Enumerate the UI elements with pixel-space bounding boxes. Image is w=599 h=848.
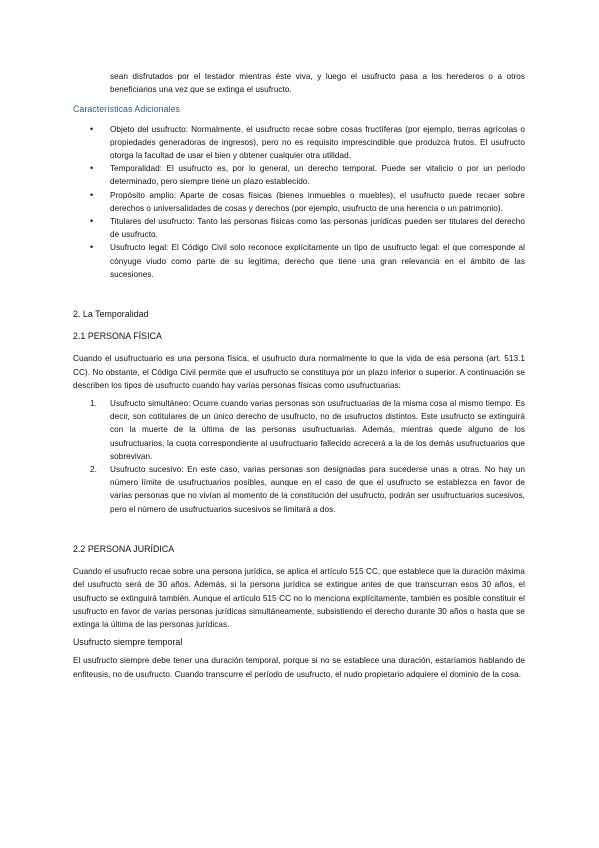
intro-paragraph: sean disfrutados por el testador mientras éste viva, y luego el usufructo pasa a los herederos o a otros beneficiarios una vez que se extinga el usufructo. [110, 72, 525, 95]
list-item-text: Propósito amplio: Aparte de cosas físicas (bienes inmuebles o muebles), el usufructo puede recaer sobre derechos o universalidades de cosas y derechos (por ejemplo, usufructo de una herencia o un patrimonio). [110, 190, 525, 213]
list-item-text: Usufructo legal: El Código Civil solo reconoce explícitamente un tipo de usufructo legal: el que corresponde al cónyuge viudo como parte de su legítima, derecho que tiene una gran relevancia en el ámbito de las sucesiones. [110, 243, 525, 279]
heading-siempre-temporal: Usufructo siempre temporal [73, 637, 183, 648]
list-item-text: Objeto del usufructo: Normalmente, el usufructo recae sobre cosas fructíferas (por ejemplo, tierras agrícolas o propiedades generadoras de ingresos), pero no es requisito imprescindible que produzca frutos. El usufructo otorga la facultad de usar el bien y obtener cualquier otra utilidad. [110, 124, 525, 161]
spacer [73, 556, 525, 565]
persona-fisica-list [73, 397, 525, 516]
list-item [73, 162, 525, 188]
list-number: 2. [90, 465, 97, 475]
spacer [73, 343, 525, 352]
list-item-text: Usufructo simultáneo: Ocurre cuando varias personas son usufructuarias de la misma cosa al mismo tiempo. Es decir, son cotitulares de un único derecho de usufructo, no de usufructos distintos. Este usufructo se extinguirá con la muerte de la última de las personas usufructuarias. Además, mientras quede alguno de los usufructuarios, la cuota correspondiente al usufructuario fallecido acrecerá a la de los demás usufructuarios que sobrevivan. [110, 399, 525, 461]
list-item [73, 189, 525, 215]
bullet-icon: • [90, 123, 94, 134]
bullet-icon: • [90, 163, 94, 174]
siempre-temporal-paragraph: El usufructo siempre debe tener una duración temporal, porque si no se establece una duración, estaríamos hablando de enfiteusis, no de usufructo. Cuando transcurre el período de usufructo, el nudo propietario adquiere el dominio de la cosa. [73, 656, 525, 679]
persona-fisica-paragraph: Cuando el usufructuario es una persona física, el usufructo dura normalmente lo que la vida de esa persona (art. 513.1 CC). No obstante, el Código Civil permite que el usufructo se constituya por un plazo inferior o superior. A continuación se describen los tipos de usufructo cuando hay varias personas físicas como usufructuarias: [73, 354, 525, 390]
list-number: 1. [90, 399, 97, 409]
caracteristicas-list [73, 123, 525, 281]
list-item-text: Temporalidad: El usufructo es, por lo general, un derecho temporal. Puede ser vitalicio o por un período determinado, pero siempre tiene un plazo establecido. [110, 164, 525, 187]
spacer [73, 321, 525, 330]
heading-caracteristicas: Características Adicionales [73, 104, 180, 115]
bullet-icon: • [90, 189, 94, 200]
list-item [73, 241, 525, 281]
persona-juridica-paragraph: Cuando el usufructo recae sobre una persona jurídica, se aplica el artículo 515 CC, que establece que la duración máxima del usufructo será de 30 años. Además, si la persona jurídica se extingue antes de que transcurran esos 30 años, el usufructo se extinguirá también. Aunque el artículo 515 CC no lo menciona explícitamente, también es posible constituir el usufructo en favor de varias personas jurídicas simultáneamente, subsistiendo el derecho durante 30 años o hasta que se extinga la última de las personas jurídicas. [73, 567, 525, 629]
list-item-text: Usufructo sucesivo: En este caso, varias personas son designadas para sucederse unas a otras. No hay un número límite de usufructuarios posibles, aunque en el caso de que el usufructo se establezca en favor de varias personas que no vivían al momento de la constitución del usufructo, podrán ser usufructuarios sucesivos, pero el número de usufructuarios sucesivos se limitará a dos. [110, 465, 525, 514]
bullet-icon: • [90, 242, 94, 253]
heading-persona-fisica: 2.1 PERSONA FÍSICA [73, 331, 162, 342]
list-item [73, 215, 525, 241]
list-item-text: Titulares del usufructo: Tanto las personas físicas como las personas jurídicas pueden ser titulares del derecho de usufructo. [110, 217, 525, 240]
list-item [73, 397, 525, 463]
page-content [73, 70, 525, 681]
list-item [73, 463, 525, 516]
spacer [73, 516, 525, 543]
heading-temporalidad: 2. La Temporalidad [73, 309, 149, 320]
bullet-icon: • [90, 216, 94, 227]
spacer [73, 281, 525, 308]
heading-persona-juridica: 2.2 PERSONA JURÍDICA [73, 543, 175, 554]
list-item [73, 123, 525, 163]
